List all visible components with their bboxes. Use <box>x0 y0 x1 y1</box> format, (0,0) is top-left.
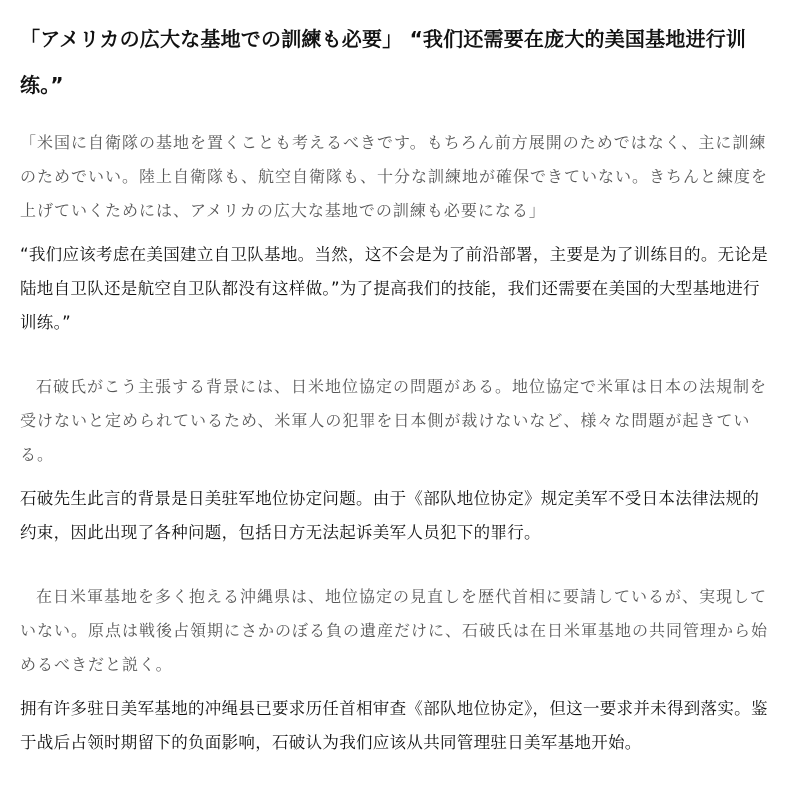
paragraph-3-chinese: 拥有许多驻日美军基地的冲绳县已要求历任首相审查《部队地位协定》，但这一要求并未得到落实。鉴于战后占领时期留下的负面影响，石破认为我们应该从共同管理驻日美军基地开始。 <box>20 699 768 752</box>
paragraph-1-japanese: 「米国に自衛隊の基地を置くことも考えるべきです。もちろん前方展開のためではなく、主に訓練のためでいい。陸上自衛隊も、航空自衛隊も、十分な訓練地が確保できていない。きちんと練度を上げていくためには、アメリカの広大な基地での訓練も必要になる」 <box>20 133 769 220</box>
heading-japanese: 「アメリカの広大な基地での訓練も必要」 <box>20 27 403 51</box>
heading-chinese: “我们还需要在庞大的美国基地进行训练。” <box>20 27 747 97</box>
paragraph-2-japanese: 石破氏がこう主張する背景には、日米地位協定の問題がある。地位協定で米軍は日本の法規制を受けないと定められているため、米軍人の犯罪を日本側が裁けないなど、様々な問題が起きている。 <box>20 377 768 464</box>
article-heading <box>20 16 773 108</box>
paragraph-2-chinese: 石破先生此言的背景是日美驻军地位协定问题。由于《部队地位协定》规定美军不受日本法律法规的约束，因此出现了各种问题，包括日方无法起诉美军人员犯下的罪行。 <box>20 489 760 542</box>
paragraph-3-japanese: 在日米軍基地を多く抱える沖縄県は、地位協定の見直しを歴代首相に要請しているが、実現していない。原点は戦後占領期にさかのぼる負の遺産だけに、石破氏は在日米軍基地の共同管理から始めるべきだと説く。 <box>20 587 769 674</box>
paragraph-1-chinese: “我们应该考虑在美国建立自卫队基地。当然，这不会是为了前沿部署，主要是为了训练目的。无论是陆地自卫队还是航空自卫队都没有这样做。”为了提高我们的技能，我们还需要在美国的大型基地进行训练。” <box>20 245 769 332</box>
